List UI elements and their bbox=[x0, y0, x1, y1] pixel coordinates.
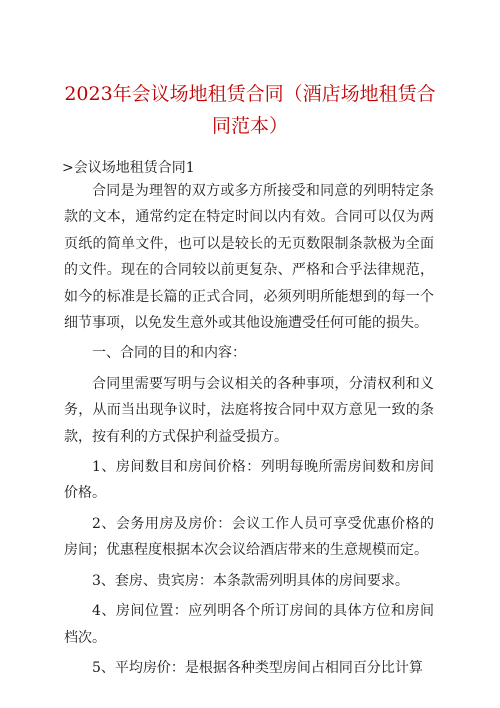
paragraph-section-one-heading: 一、合同的目的和内容： bbox=[92, 345, 246, 362]
paragraph-item-4: 4、房间位置：应列明各个所订房间的具体方位和房间档次。 bbox=[64, 603, 434, 646]
section-heading: >会议场地租赁合同1 bbox=[62, 160, 195, 176]
paragraph-contract-purpose: 合同里需要写明与会议相关的各种事项，分清权利和义务，从而当出现争议时，法庭将按合同中双方意见一致的条款，按有利的方式保护利益受损方。 bbox=[64, 375, 434, 445]
document-title: 2023年会议场地租赁合同（酒店场地租赁合同范本） bbox=[64, 83, 436, 137]
paragraph-item-2: 2、会务用房及房价：会议工作人员可享受优惠价格的房间；优惠程度根据本次会议给酒店带来的生意规模而定。 bbox=[64, 515, 434, 559]
document-body bbox=[64, 178, 434, 681]
paragraph-item-1: 1、房间数目和房间价格：列明每晚所需房间数和房间价格。 bbox=[64, 459, 434, 502]
paragraph-item-5: 5、平均房价：是根据各种类型房间占相同百分比计算 bbox=[92, 659, 423, 676]
paragraph-item-3: 3、套房、贵宾房：本条款需列明具体的房间要求。 bbox=[92, 572, 409, 589]
paragraph-intro: 合同是为理智的双方或多方所接受和同意的列明特定条款的文本，通常约定在特定时间以内有效。合同可以仅为两页纸的简单文件，也可以是较长的无页数限制条款极为全面的文件。现在的合同较以前更复杂、严格和合乎法律规范，如今的标准是长篇的正式合同，必须列明所能想到的每一个细节事项，以免发生意外或其他设施遭受任何可能的损失。 bbox=[64, 183, 434, 332]
